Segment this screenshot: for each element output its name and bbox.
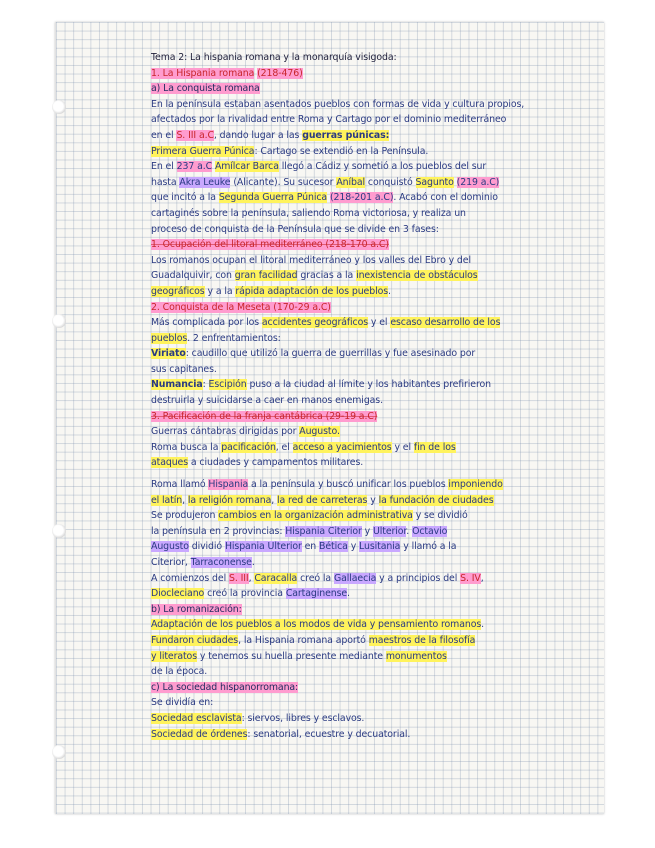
text-line: sus capitanes. [151, 363, 217, 375]
text-line: en el S. III a.C, dando lugar a las guerras púnicas: [151, 129, 390, 141]
text-line: Adaptación de los pueblos a los modos de vida y pensamiento romanos. [151, 619, 484, 631]
text-line: hasta Akra Leuke (Alicante). Su sucesor Aníbal conquistó Sagunto (219 a.C) [151, 176, 500, 188]
binder-hole [52, 314, 66, 328]
text-line: proceso de conquista de la Península que se divide en 3 fases: [151, 223, 439, 235]
text-line: En el 237 a.C Amílcar Barca llegó a Cádiz y sometió a los pueblos del sur [151, 161, 487, 173]
text-line: que incitó a la Segunda Guerra Púnica (218-201 a.C). Acabó con el dominio [151, 192, 498, 204]
phase-heading: 3. Pacificación de la franja cantábrica (29-19 a.C) [151, 410, 378, 422]
notebook-page [55, 22, 604, 814]
text-line: de la época. [151, 666, 208, 678]
handwritten-notes [151, 50, 601, 742]
text-line: Sociedad de órdenes: senatorial, ecuestre y decuatorial. [151, 728, 411, 740]
text-line: la península en 2 provincias: Hispania Citerior y Ulterior. Octavio [151, 525, 448, 537]
text-line: Sociedad esclavista: siervos, libres y esclavos. [151, 712, 365, 724]
text-line: Numancia: Escipión puso a la ciudad al límite y los habitantes prefirieron [151, 379, 491, 391]
text-line: Diocleciano creó la provincia Cartaginense. [151, 588, 350, 600]
text-line: Se dividía en: [151, 697, 214, 709]
text-line: cartaginés sobre la península, saliendo Roma victoriosa, y realiza un [151, 207, 466, 219]
text-line: Guerras cántabras dirigidas por Augusto. [151, 426, 340, 438]
text-line: destruirla y suicidarse a caer en manos enemigas. [151, 395, 383, 407]
binder-hole [52, 745, 66, 759]
text-line: geográficos y a la rápida adaptación de los pueblos. [151, 285, 391, 297]
phase-heading: 2. Conquista de la Meseta (170-29 a.C) [151, 301, 331, 313]
text-line: Roma llamó Hispania a la península y buscó unificar los pueblos imponiendo [151, 479, 503, 491]
text-line: pueblos. 2 enfrentamientos: [151, 332, 281, 344]
text-line: y literatos y tenemos su huella presente mediante monumentos [151, 650, 447, 662]
text-line: Se produjeron cambios en la organización administrativa y se dividió [151, 510, 468, 522]
text-line: el latín, la religión romana, la red de carreteras y la fundación de ciudades [151, 494, 494, 506]
text-line: A comienzos del S. III, Caracalla creó la Gallaecia y a principios del S. IV, [151, 572, 484, 584]
phase-heading: 1. Ocupación del litoral mediterráneo (218-170 a.C) [151, 239, 389, 251]
text-line: ataques a ciudades y campamentos militares. [151, 457, 364, 469]
text-line: Fundaron ciudades, la Hispania romana aportó maestros de la filosofía [151, 634, 476, 646]
binder-hole [52, 524, 66, 538]
subsection-heading: a) La conquista romana [151, 83, 260, 95]
subsection-heading: b) La romanización: [151, 603, 242, 615]
text-line: Augusto dividió Hispania Ulterior en Bética y Lusitania y llamó a la [151, 541, 457, 553]
section-heading: 1. La Hispania romana (218-476) [151, 67, 303, 79]
text-line: En la península estaban asentados pueblos con formas de vida y cultura propios, [151, 98, 525, 110]
text-line: afectados por la rivalidad entre Roma y Cartago por el dominio mediterráneo [151, 114, 507, 126]
text-line: Primera Guerra Púnica: Cartago se extendió en la Península. [151, 145, 429, 157]
text-line: Viriato: caudillo que utilizó la guerra de guerrillas y fue asesinado por [151, 348, 476, 360]
subsection-heading: c) La sociedad hispanorromana: [151, 681, 299, 693]
text-line: Guadalquivir, con gran facilidad gracias a la inexistencia de obstáculos [151, 270, 478, 282]
text-line: Citerior, Tarraconense. [151, 557, 255, 568]
binder-hole [52, 100, 66, 114]
text-line: Más complicada por los accidentes geográficos y el escaso desarrollo de los [151, 317, 501, 329]
text-line: Roma busca la pacificación, el acceso a yacimientos y el fin de los [151, 441, 456, 453]
page-title: Tema 2: La hispania romana y la monarquía visigoda: [151, 52, 397, 63]
text-line: Los romanos ocupan el litoral mediterráneo y los valles del Ebro y del [151, 254, 471, 266]
